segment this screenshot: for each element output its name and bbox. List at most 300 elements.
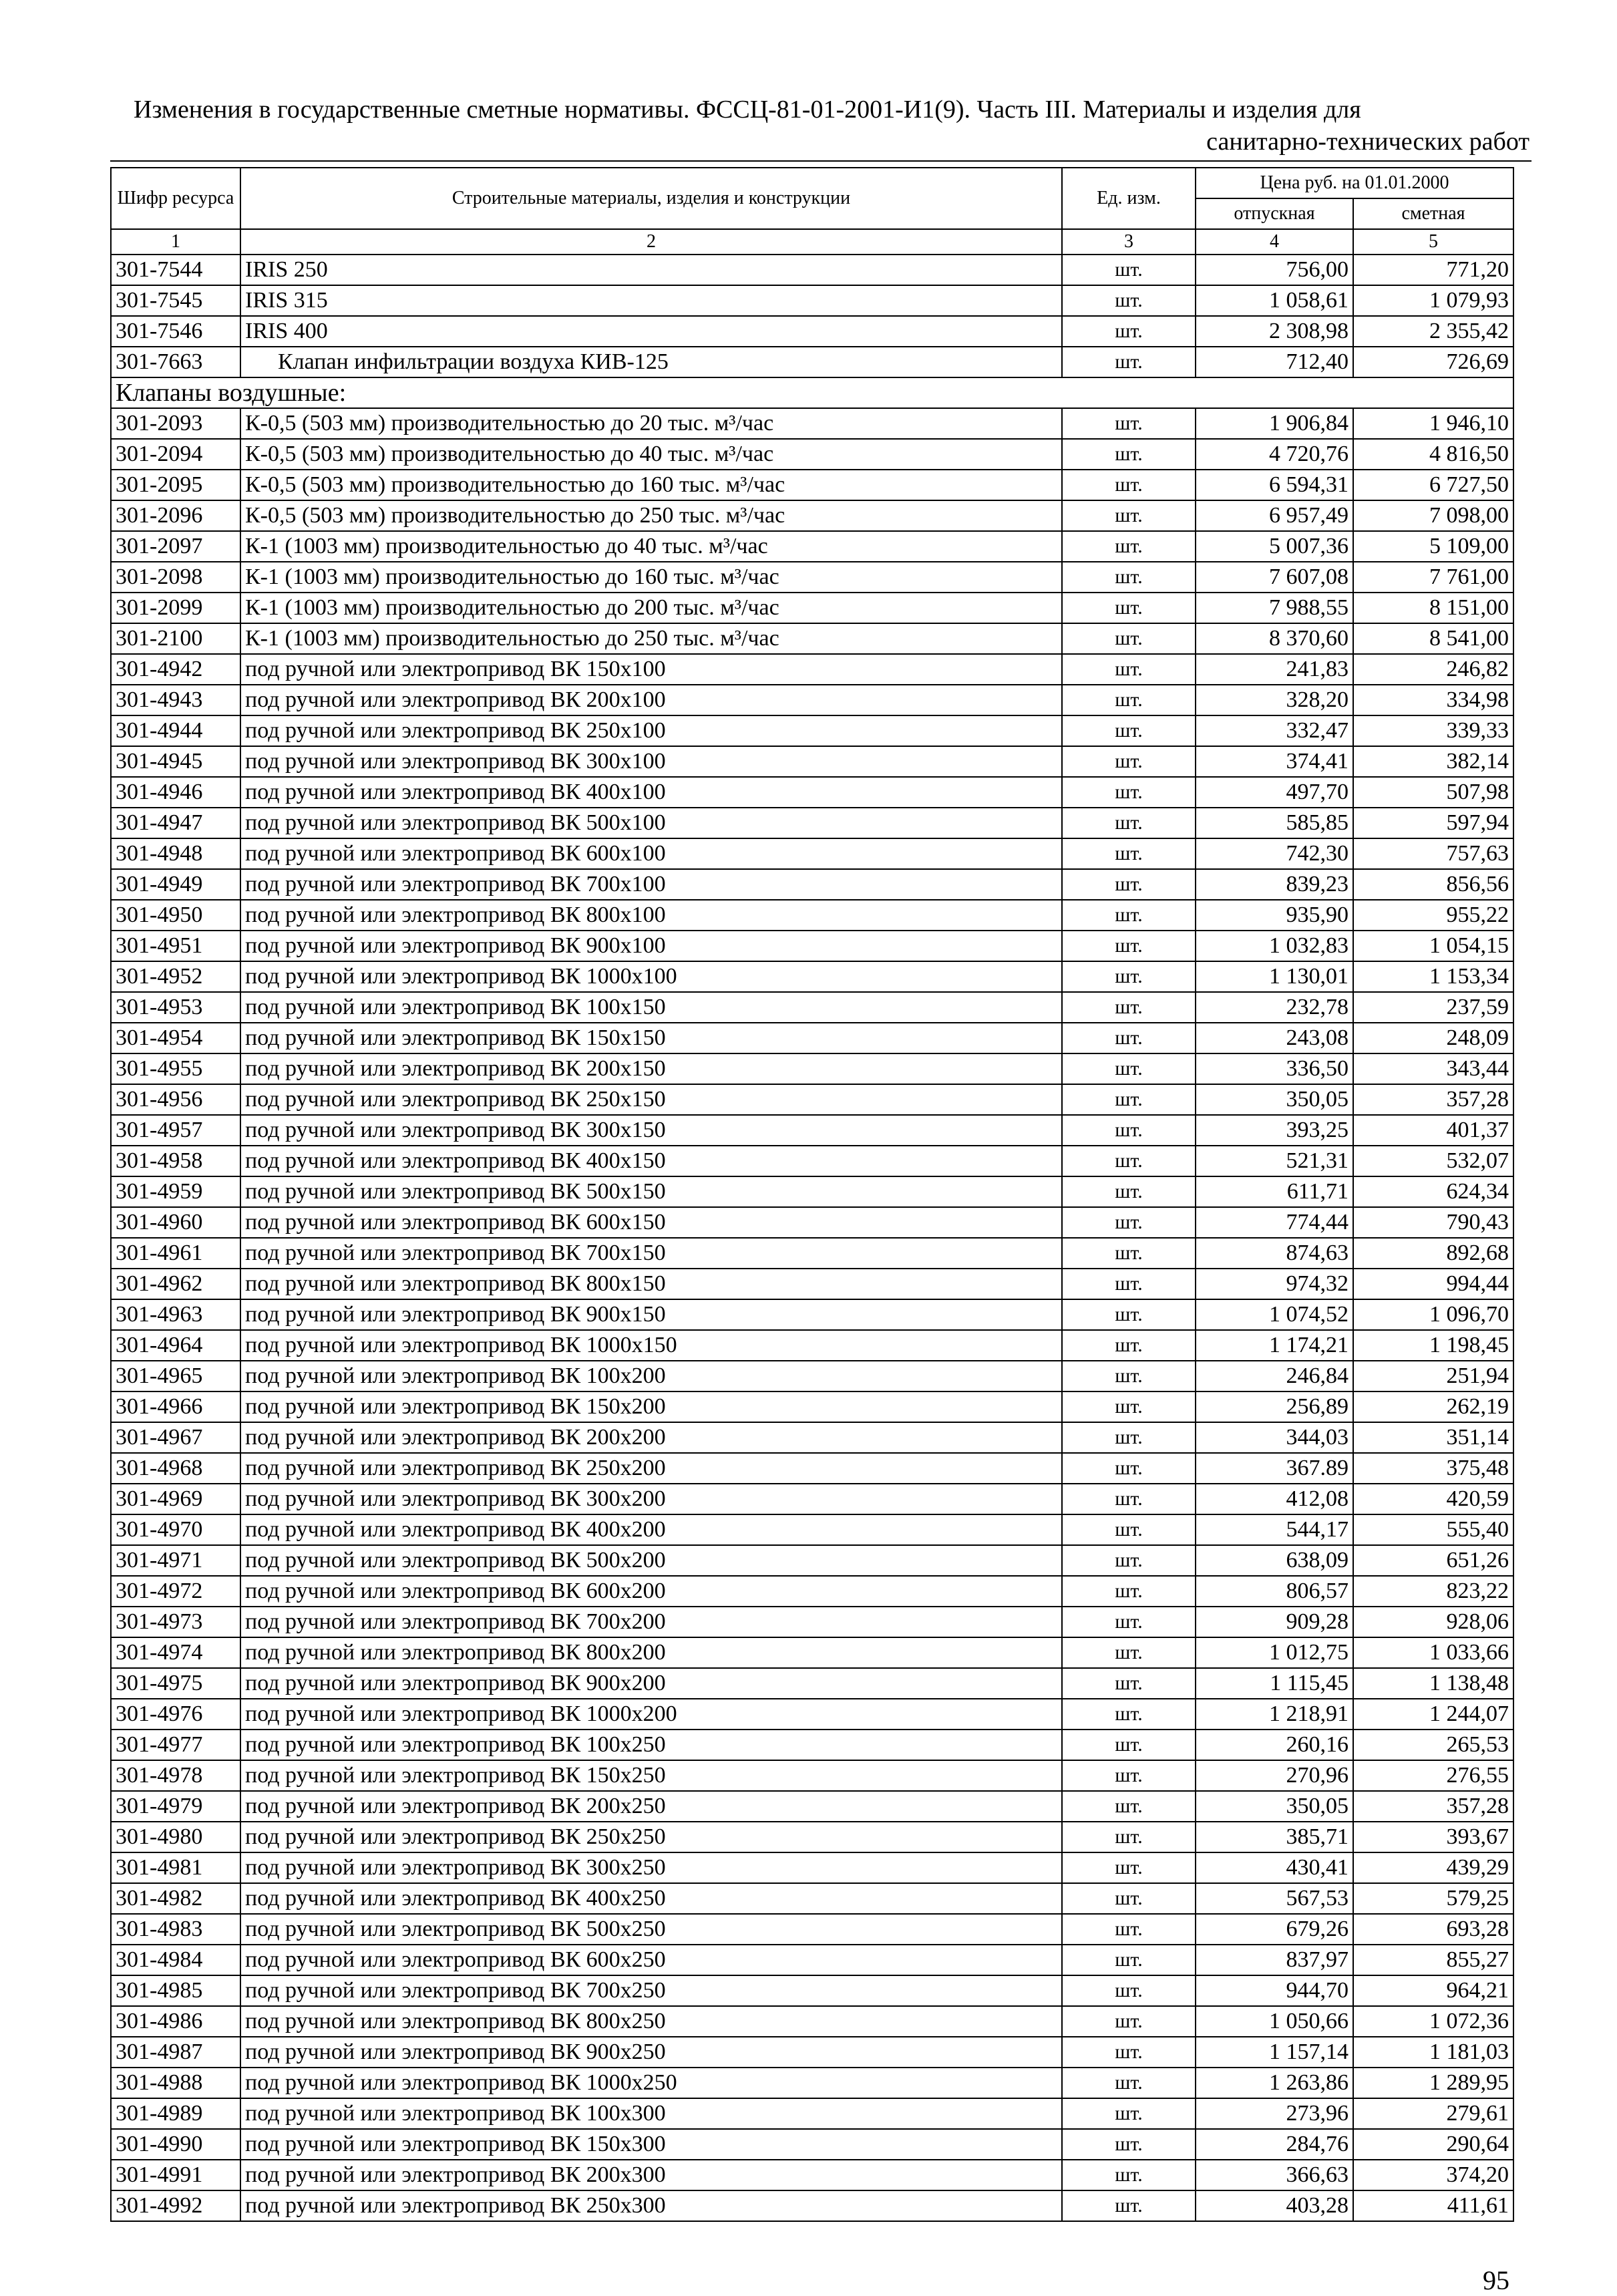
- cell-unit: шт.: [1062, 408, 1196, 439]
- cell-unit: шт.: [1062, 500, 1196, 531]
- cell-estimate-price: 1 198,45: [1353, 1330, 1513, 1361]
- cell-release-price: 839,23: [1196, 869, 1353, 900]
- cell-estimate-price: 507,98: [1353, 777, 1513, 808]
- table-row: [111, 1453, 1513, 1484]
- cell-release-price: 328,20: [1196, 685, 1353, 715]
- cell-code: 301-4975: [111, 1668, 240, 1699]
- table-row: [111, 1484, 1513, 1514]
- cell-name: под ручной или электропривод ВК 400х100: [240, 777, 1062, 808]
- cell-code: 301-2100: [111, 623, 240, 654]
- cell-code: 301-4984: [111, 1945, 240, 1975]
- cell-unit: шт.: [1062, 654, 1196, 685]
- cell-estimate-price: 1 181,03: [1353, 2037, 1513, 2068]
- price-table: [110, 167, 1514, 2222]
- cell-code: 301-7663: [111, 347, 240, 377]
- cell-release-price: 260,16: [1196, 1730, 1353, 1760]
- cell-name: под ручной или электропривод ВК 1000х150: [240, 1330, 1062, 1361]
- cell-release-price: 638,09: [1196, 1545, 1353, 1576]
- cell-unit: шт.: [1062, 1852, 1196, 1883]
- header-price-group: Цена руб. на 01.01.2000: [1196, 168, 1513, 198]
- table-row: [111, 2190, 1513, 2221]
- cell-code: 301-4974: [111, 1637, 240, 1668]
- table-row: [111, 808, 1513, 838]
- cell-unit: шт.: [1062, 347, 1196, 377]
- cell-estimate-price: 597,94: [1353, 808, 1513, 838]
- table-row: [111, 1822, 1513, 1852]
- cell-unit: шт.: [1062, 715, 1196, 746]
- cell-estimate-price: 357,28: [1353, 1791, 1513, 1822]
- cell-release-price: 1 074,52: [1196, 1299, 1353, 1330]
- cell-code: 301-4987: [111, 2037, 240, 2068]
- cell-release-price: 6 957,49: [1196, 500, 1353, 531]
- cell-release-price: 273,96: [1196, 2098, 1353, 2129]
- cell-unit: шт.: [1062, 1730, 1196, 1760]
- column-number: 3: [1062, 229, 1196, 255]
- table-row: [111, 1269, 1513, 1299]
- section-row: [111, 377, 1513, 408]
- cell-release-price: 1 012,75: [1196, 1637, 1353, 1668]
- cell-name: под ручной или электропривод ВК 1000х200: [240, 1699, 1062, 1730]
- cell-estimate-price: 1 153,34: [1353, 961, 1513, 992]
- cell-estimate-price: 382,14: [1353, 746, 1513, 777]
- table-row: [111, 685, 1513, 715]
- cell-estimate-price: 1 096,70: [1353, 1299, 1513, 1330]
- cell-code: 301-4957: [111, 1115, 240, 1146]
- cell-name: под ручной или электропривод ВК 900х150: [240, 1299, 1062, 1330]
- cell-unit: шт.: [1062, 1545, 1196, 1576]
- cell-unit: шт.: [1062, 1299, 1196, 1330]
- cell-release-price: 4 720,76: [1196, 439, 1353, 470]
- table-row: [111, 1699, 1513, 1730]
- cell-release-price: 1 218,91: [1196, 1699, 1353, 1730]
- cell-release-price: 521,31: [1196, 1146, 1353, 1176]
- cell-name: под ручной или электропривод ВК 900х200: [240, 1668, 1062, 1699]
- cell-release-price: 712,40: [1196, 347, 1353, 377]
- cell-estimate-price: 856,56: [1353, 869, 1513, 900]
- cell-code: 301-4971: [111, 1545, 240, 1576]
- cell-estimate-price: 248,09: [1353, 1023, 1513, 1053]
- cell-name: под ручной или электропривод ВК 400х250: [240, 1883, 1062, 1914]
- cell-code: 301-2097: [111, 531, 240, 562]
- table-row: [111, 1730, 1513, 1760]
- cell-unit: шт.: [1062, 439, 1196, 470]
- cell-estimate-price: 393,67: [1353, 1822, 1513, 1852]
- cell-name: под ручной или электропривод ВК 600х150: [240, 1207, 1062, 1238]
- cell-code: 301-4990: [111, 2129, 240, 2160]
- header-code: Шифр ресурса: [111, 168, 240, 229]
- cell-code: 301-4945: [111, 746, 240, 777]
- cell-code: 301-7544: [111, 255, 240, 285]
- cell-unit: шт.: [1062, 1576, 1196, 1607]
- cell-name: К-0,5 (503 мм) производительностью до 40 тыс. м³/час: [240, 439, 1062, 470]
- cell-release-price: 403,28: [1196, 2190, 1353, 2221]
- header-line-2: санитарно-технических работ: [1206, 128, 1530, 156]
- table-row: [111, 285, 1513, 316]
- cell-name: под ручной или электропривод ВК 250х100: [240, 715, 1062, 746]
- cell-release-price: 1 050,66: [1196, 2006, 1353, 2037]
- cell-release-price: 284,76: [1196, 2129, 1353, 2160]
- table-row: [111, 623, 1513, 654]
- cell-release-price: 567,53: [1196, 1883, 1353, 1914]
- table-row: [111, 2160, 1513, 2190]
- cell-release-price: 6 594,31: [1196, 470, 1353, 500]
- cell-unit: шт.: [1062, 1207, 1196, 1238]
- table-row: [111, 2006, 1513, 2037]
- cell-unit: шт.: [1062, 1176, 1196, 1207]
- cell-name: IRIS 400: [240, 316, 1062, 347]
- cell-release-price: 270,96: [1196, 1760, 1353, 1791]
- cell-unit: шт.: [1062, 2098, 1196, 2129]
- column-number: 4: [1196, 229, 1353, 255]
- cell-unit: шт.: [1062, 1883, 1196, 1914]
- header-unit: Ед. изм.: [1062, 168, 1196, 229]
- table-row: [111, 1791, 1513, 1822]
- cell-code: 301-4989: [111, 2098, 240, 2129]
- header-name: Строительные материалы, изделия и конструкции: [240, 168, 1062, 229]
- cell-unit: шт.: [1062, 285, 1196, 316]
- table-row: [111, 961, 1513, 992]
- cell-unit: шт.: [1062, 746, 1196, 777]
- cell-release-price: 2 308,98: [1196, 316, 1353, 347]
- cell-estimate-price: 1 289,95: [1353, 2068, 1513, 2098]
- table-row: [111, 316, 1513, 347]
- cell-code: 301-4951: [111, 931, 240, 961]
- header-line-1: Изменения в государственные сметные нормативы. ФССЦ-81-01-2001-И1(9). Часть III. Материалы и изделия для: [134, 96, 1361, 124]
- cell-name: под ручной или электропривод ВК 300х200: [240, 1484, 1062, 1514]
- cell-code: 301-4967: [111, 1422, 240, 1453]
- cell-name: под ручной или электропривод ВК 100х300: [240, 2098, 1062, 2129]
- cell-estimate-price: 339,33: [1353, 715, 1513, 746]
- cell-unit: шт.: [1062, 470, 1196, 500]
- cell-release-price: 332,47: [1196, 715, 1353, 746]
- cell-unit: шт.: [1062, 992, 1196, 1023]
- cell-unit: шт.: [1062, 1637, 1196, 1668]
- table-row: [111, 1146, 1513, 1176]
- cell-release-price: 430,41: [1196, 1852, 1353, 1883]
- table-row: [111, 1760, 1513, 1791]
- table-head: [111, 168, 1513, 255]
- cell-estimate-price: 771,20: [1353, 255, 1513, 285]
- cell-release-price: 756,00: [1196, 255, 1353, 285]
- cell-code: 301-4966: [111, 1391, 240, 1422]
- table-row: [111, 654, 1513, 685]
- cell-code: 301-4956: [111, 1084, 240, 1115]
- cell-estimate-price: 374,20: [1353, 2160, 1513, 2190]
- table-row: [111, 1545, 1513, 1576]
- cell-estimate-price: 375,48: [1353, 1453, 1513, 1484]
- cell-name: под ручной или электропривод ВК 300х150: [240, 1115, 1062, 1146]
- cell-estimate-price: 964,21: [1353, 1975, 1513, 2006]
- table-row: [111, 1852, 1513, 1883]
- cell-unit: шт.: [1062, 316, 1196, 347]
- cell-name: под ручной или электропривод ВК 1000х100: [240, 961, 1062, 992]
- cell-unit: шт.: [1062, 1699, 1196, 1730]
- cell-unit: шт.: [1062, 1330, 1196, 1361]
- cell-name: под ручной или электропривод ВК 250х200: [240, 1453, 1062, 1484]
- cell-name: под ручной или электропривод ВК 600х200: [240, 1576, 1062, 1607]
- cell-unit: шт.: [1062, 2160, 1196, 2190]
- cell-estimate-price: 246,82: [1353, 654, 1513, 685]
- table-row: [111, 1330, 1513, 1361]
- table-row: [111, 1053, 1513, 1084]
- cell-name: под ручной или электропривод ВК 150х150: [240, 1023, 1062, 1053]
- cell-estimate-price: 7 098,00: [1353, 500, 1513, 531]
- column-numbers-row: [111, 229, 1513, 255]
- cell-code: 301-4977: [111, 1730, 240, 1760]
- cell-code: 301-4970: [111, 1514, 240, 1545]
- table-row: [111, 1115, 1513, 1146]
- cell-unit: шт.: [1062, 531, 1196, 562]
- cell-code: 301-4992: [111, 2190, 240, 2221]
- cell-estimate-price: 420,59: [1353, 1484, 1513, 1514]
- section-title: Клапаны воздушные:: [111, 377, 1513, 408]
- cell-unit: шт.: [1062, 808, 1196, 838]
- table-row: [111, 593, 1513, 623]
- cell-code: 301-4983: [111, 1914, 240, 1945]
- cell-unit: шт.: [1062, 2037, 1196, 2068]
- cell-release-price: 241,83: [1196, 654, 1353, 685]
- cell-code: 301-4982: [111, 1883, 240, 1914]
- cell-estimate-price: 8 541,00: [1353, 623, 1513, 654]
- cell-name: под ручной или электропривод ВК 900х250: [240, 2037, 1062, 2068]
- cell-unit: шт.: [1062, 1760, 1196, 1791]
- cell-name: под ручной или электропривод ВК 250х300: [240, 2190, 1062, 2221]
- cell-name: под ручной или электропривод ВК 900х100: [240, 931, 1062, 961]
- cell-unit: шт.: [1062, 2006, 1196, 2037]
- cell-name: под ручной или электропривод ВК 600х100: [240, 838, 1062, 869]
- cell-code: 301-4942: [111, 654, 240, 685]
- cell-code: 301-4979: [111, 1791, 240, 1822]
- cell-unit: шт.: [1062, 1975, 1196, 2006]
- cell-name: под ручной или электропривод ВК 200х200: [240, 1422, 1062, 1453]
- table-row: [111, 439, 1513, 470]
- table-row: [111, 562, 1513, 593]
- cell-release-price: 1 263,86: [1196, 2068, 1353, 2098]
- cell-release-price: 374,41: [1196, 746, 1353, 777]
- cell-code: 301-4953: [111, 992, 240, 1023]
- cell-release-price: 385,71: [1196, 1822, 1353, 1852]
- table-row: [111, 1361, 1513, 1391]
- cell-estimate-price: 928,06: [1353, 1607, 1513, 1637]
- cell-estimate-price: 855,27: [1353, 1945, 1513, 1975]
- cell-release-price: 350,05: [1196, 1791, 1353, 1822]
- cell-code: 301-4955: [111, 1053, 240, 1084]
- cell-code: 301-4952: [111, 961, 240, 992]
- cell-code: 301-4978: [111, 1760, 240, 1791]
- cell-code: 301-4943: [111, 685, 240, 715]
- cell-name: К-1 (1003 мм) производительностью до 40 тыс. м³/час: [240, 531, 1062, 562]
- table-row: [111, 746, 1513, 777]
- cell-estimate-price: 251,94: [1353, 1361, 1513, 1391]
- section-row-group: [111, 377, 1513, 408]
- cell-name: под ручной или электропривод ВК 300х250: [240, 1852, 1062, 1883]
- cell-name: под ручной или электропривод ВК 500х250: [240, 1914, 1062, 1945]
- cell-code: 301-4968: [111, 1453, 240, 1484]
- cell-release-price: 742,30: [1196, 838, 1353, 869]
- cell-name: К-0,5 (503 мм) производительностью до 20 тыс. м³/час: [240, 408, 1062, 439]
- cell-unit: шт.: [1062, 1668, 1196, 1699]
- cell-name: под ручной или электропривод ВК 600х250: [240, 1945, 1062, 1975]
- table-row: [111, 777, 1513, 808]
- table-row: [111, 1945, 1513, 1975]
- cell-release-price: 774,44: [1196, 1207, 1353, 1238]
- cell-estimate-price: 892,68: [1353, 1238, 1513, 1269]
- cell-code: 301-2093: [111, 408, 240, 439]
- cell-release-price: 344,03: [1196, 1422, 1353, 1453]
- cell-estimate-price: 532,07: [1353, 1146, 1513, 1176]
- table-row: [111, 2037, 1513, 2068]
- table-row: [111, 1514, 1513, 1545]
- cell-release-price: 974,32: [1196, 1269, 1353, 1299]
- cell-name: Клапан инфильтрации воздуха КИВ-125: [240, 347, 1062, 377]
- cell-code: 301-4980: [111, 1822, 240, 1852]
- cell-release-price: 246,84: [1196, 1361, 1353, 1391]
- cell-release-price: 944,70: [1196, 1975, 1353, 2006]
- cell-estimate-price: 955,22: [1353, 900, 1513, 931]
- cell-code: 301-2095: [111, 470, 240, 500]
- cell-name: IRIS 250: [240, 255, 1062, 285]
- cell-release-price: 336,50: [1196, 1053, 1353, 1084]
- column-number: 2: [240, 229, 1062, 255]
- table-row: [111, 992, 1513, 1023]
- cell-name: под ручной или электропривод ВК 150х100: [240, 654, 1062, 685]
- cell-release-price: 366,63: [1196, 2160, 1353, 2190]
- cell-unit: шт.: [1062, 777, 1196, 808]
- cell-code: 301-4991: [111, 2160, 240, 2190]
- cell-estimate-price: 823,22: [1353, 1576, 1513, 1607]
- cell-code: 301-4969: [111, 1484, 240, 1514]
- cell-release-price: 544,17: [1196, 1514, 1353, 1545]
- cell-unit: шт.: [1062, 1607, 1196, 1637]
- cell-release-price: 350,05: [1196, 1084, 1353, 1115]
- cell-name: под ручной или электропривод ВК 500х100: [240, 808, 1062, 838]
- cell-code: 301-4944: [111, 715, 240, 746]
- column-number: 1: [111, 229, 240, 255]
- table-row: [111, 715, 1513, 746]
- cell-unit: шт.: [1062, 2129, 1196, 2160]
- cell-unit: шт.: [1062, 1945, 1196, 1975]
- cell-release-price: 412,08: [1196, 1484, 1353, 1514]
- cell-name: К-0,5 (503 мм) производительностью до 250 тыс. м³/час: [240, 500, 1062, 531]
- cell-estimate-price: 343,44: [1353, 1053, 1513, 1084]
- cell-code: 301-7546: [111, 316, 240, 347]
- cell-code: 301-4949: [111, 869, 240, 900]
- cell-unit: шт.: [1062, 1269, 1196, 1299]
- cell-unit: шт.: [1062, 900, 1196, 931]
- cell-release-price: 1 174,21: [1196, 1330, 1353, 1361]
- cell-estimate-price: 334,98: [1353, 685, 1513, 715]
- cell-release-price: 585,85: [1196, 808, 1353, 838]
- table-row: [111, 1176, 1513, 1207]
- cell-estimate-price: 7 761,00: [1353, 562, 1513, 593]
- cell-code: 301-2094: [111, 439, 240, 470]
- cell-unit: шт.: [1062, 2068, 1196, 2098]
- cell-code: 301-4965: [111, 1361, 240, 1391]
- cell-code: 301-2096: [111, 500, 240, 531]
- cell-name: под ручной или электропривод ВК 200х150: [240, 1053, 1062, 1084]
- cell-estimate-price: 1 244,07: [1353, 1699, 1513, 1730]
- cell-code: 301-4954: [111, 1023, 240, 1053]
- cell-name: под ручной или электропривод ВК 700х250: [240, 1975, 1062, 2006]
- cell-release-price: 7 988,55: [1196, 593, 1353, 623]
- cell-name: IRIS 315: [240, 285, 1062, 316]
- table-body-main: [111, 408, 1513, 2221]
- cell-release-price: 874,63: [1196, 1238, 1353, 1269]
- cell-estimate-price: 279,61: [1353, 2098, 1513, 2129]
- cell-release-price: 1 906,84: [1196, 408, 1353, 439]
- page-number: 95: [1483, 2265, 1509, 2295]
- cell-code: 301-2098: [111, 562, 240, 593]
- cell-release-price: 7 607,08: [1196, 562, 1353, 593]
- table-row: [111, 1299, 1513, 1330]
- cell-estimate-price: 411,61: [1353, 2190, 1513, 2221]
- cell-estimate-price: 726,69: [1353, 347, 1513, 377]
- cell-estimate-price: 8 151,00: [1353, 593, 1513, 623]
- cell-code: 301-4948: [111, 838, 240, 869]
- cell-name: под ручной или электропривод ВК 150х300: [240, 2129, 1062, 2160]
- cell-code: 301-4963: [111, 1299, 240, 1330]
- cell-code: 301-2099: [111, 593, 240, 623]
- cell-code: 301-4981: [111, 1852, 240, 1883]
- cell-name: под ручной или электропривод ВК 400х150: [240, 1146, 1062, 1176]
- cell-code: 301-4964: [111, 1330, 240, 1361]
- cell-name: К-1 (1003 мм) производительностью до 160 тыс. м³/час: [240, 562, 1062, 593]
- cell-name: под ручной или электропривод ВК 300х100: [240, 746, 1062, 777]
- header-rule: [110, 160, 1532, 162]
- cell-code: 301-4988: [111, 2068, 240, 2098]
- cell-estimate-price: 6 727,50: [1353, 470, 1513, 500]
- cell-code: 301-7545: [111, 285, 240, 316]
- cell-name: К-1 (1003 мм) производительностью до 250 тыс. м³/час: [240, 623, 1062, 654]
- cell-estimate-price: 1 079,93: [1353, 285, 1513, 316]
- table-row: [111, 931, 1513, 961]
- cell-code: 301-4946: [111, 777, 240, 808]
- cell-unit: шт.: [1062, 2190, 1196, 2221]
- cell-unit: шт.: [1062, 931, 1196, 961]
- cell-name: под ручной или электропривод ВК 250х250: [240, 1822, 1062, 1852]
- cell-release-price: 679,26: [1196, 1914, 1353, 1945]
- cell-unit: шт.: [1062, 869, 1196, 900]
- table-row: [111, 408, 1513, 439]
- cell-name: под ручной или электропривод ВК 500х150: [240, 1176, 1062, 1207]
- cell-estimate-price: 357,28: [1353, 1084, 1513, 1115]
- table-row: [111, 470, 1513, 500]
- table-row: [111, 255, 1513, 285]
- cell-estimate-price: 994,44: [1353, 1269, 1513, 1299]
- cell-unit: шт.: [1062, 593, 1196, 623]
- cell-estimate-price: 790,43: [1353, 1207, 1513, 1238]
- cell-estimate-price: 351,14: [1353, 1422, 1513, 1453]
- cell-unit: шт.: [1062, 1115, 1196, 1146]
- cell-unit: шт.: [1062, 961, 1196, 992]
- cell-estimate-price: 624,34: [1353, 1176, 1513, 1207]
- cell-name: под ручной или электропривод ВК 150х250: [240, 1760, 1062, 1791]
- cell-estimate-price: 265,53: [1353, 1730, 1513, 1760]
- cell-release-price: 393,25: [1196, 1115, 1353, 1146]
- cell-name: под ручной или электропривод ВК 1000х250: [240, 2068, 1062, 2098]
- cell-name: К-1 (1003 мм) производительностью до 200 тыс. м³/час: [240, 593, 1062, 623]
- cell-code: 301-4972: [111, 1576, 240, 1607]
- cell-unit: шт.: [1062, 1084, 1196, 1115]
- cell-name: под ручной или электропривод ВК 150х200: [240, 1391, 1062, 1422]
- table-row: [111, 347, 1513, 377]
- cell-name: под ручной или электропривод ВК 800х150: [240, 1269, 1062, 1299]
- cell-estimate-price: 1 072,36: [1353, 2006, 1513, 2037]
- cell-unit: шт.: [1062, 562, 1196, 593]
- table-row: [111, 1975, 1513, 2006]
- header-estimate: сметная: [1353, 198, 1513, 229]
- cell-code: 301-4986: [111, 2006, 240, 2037]
